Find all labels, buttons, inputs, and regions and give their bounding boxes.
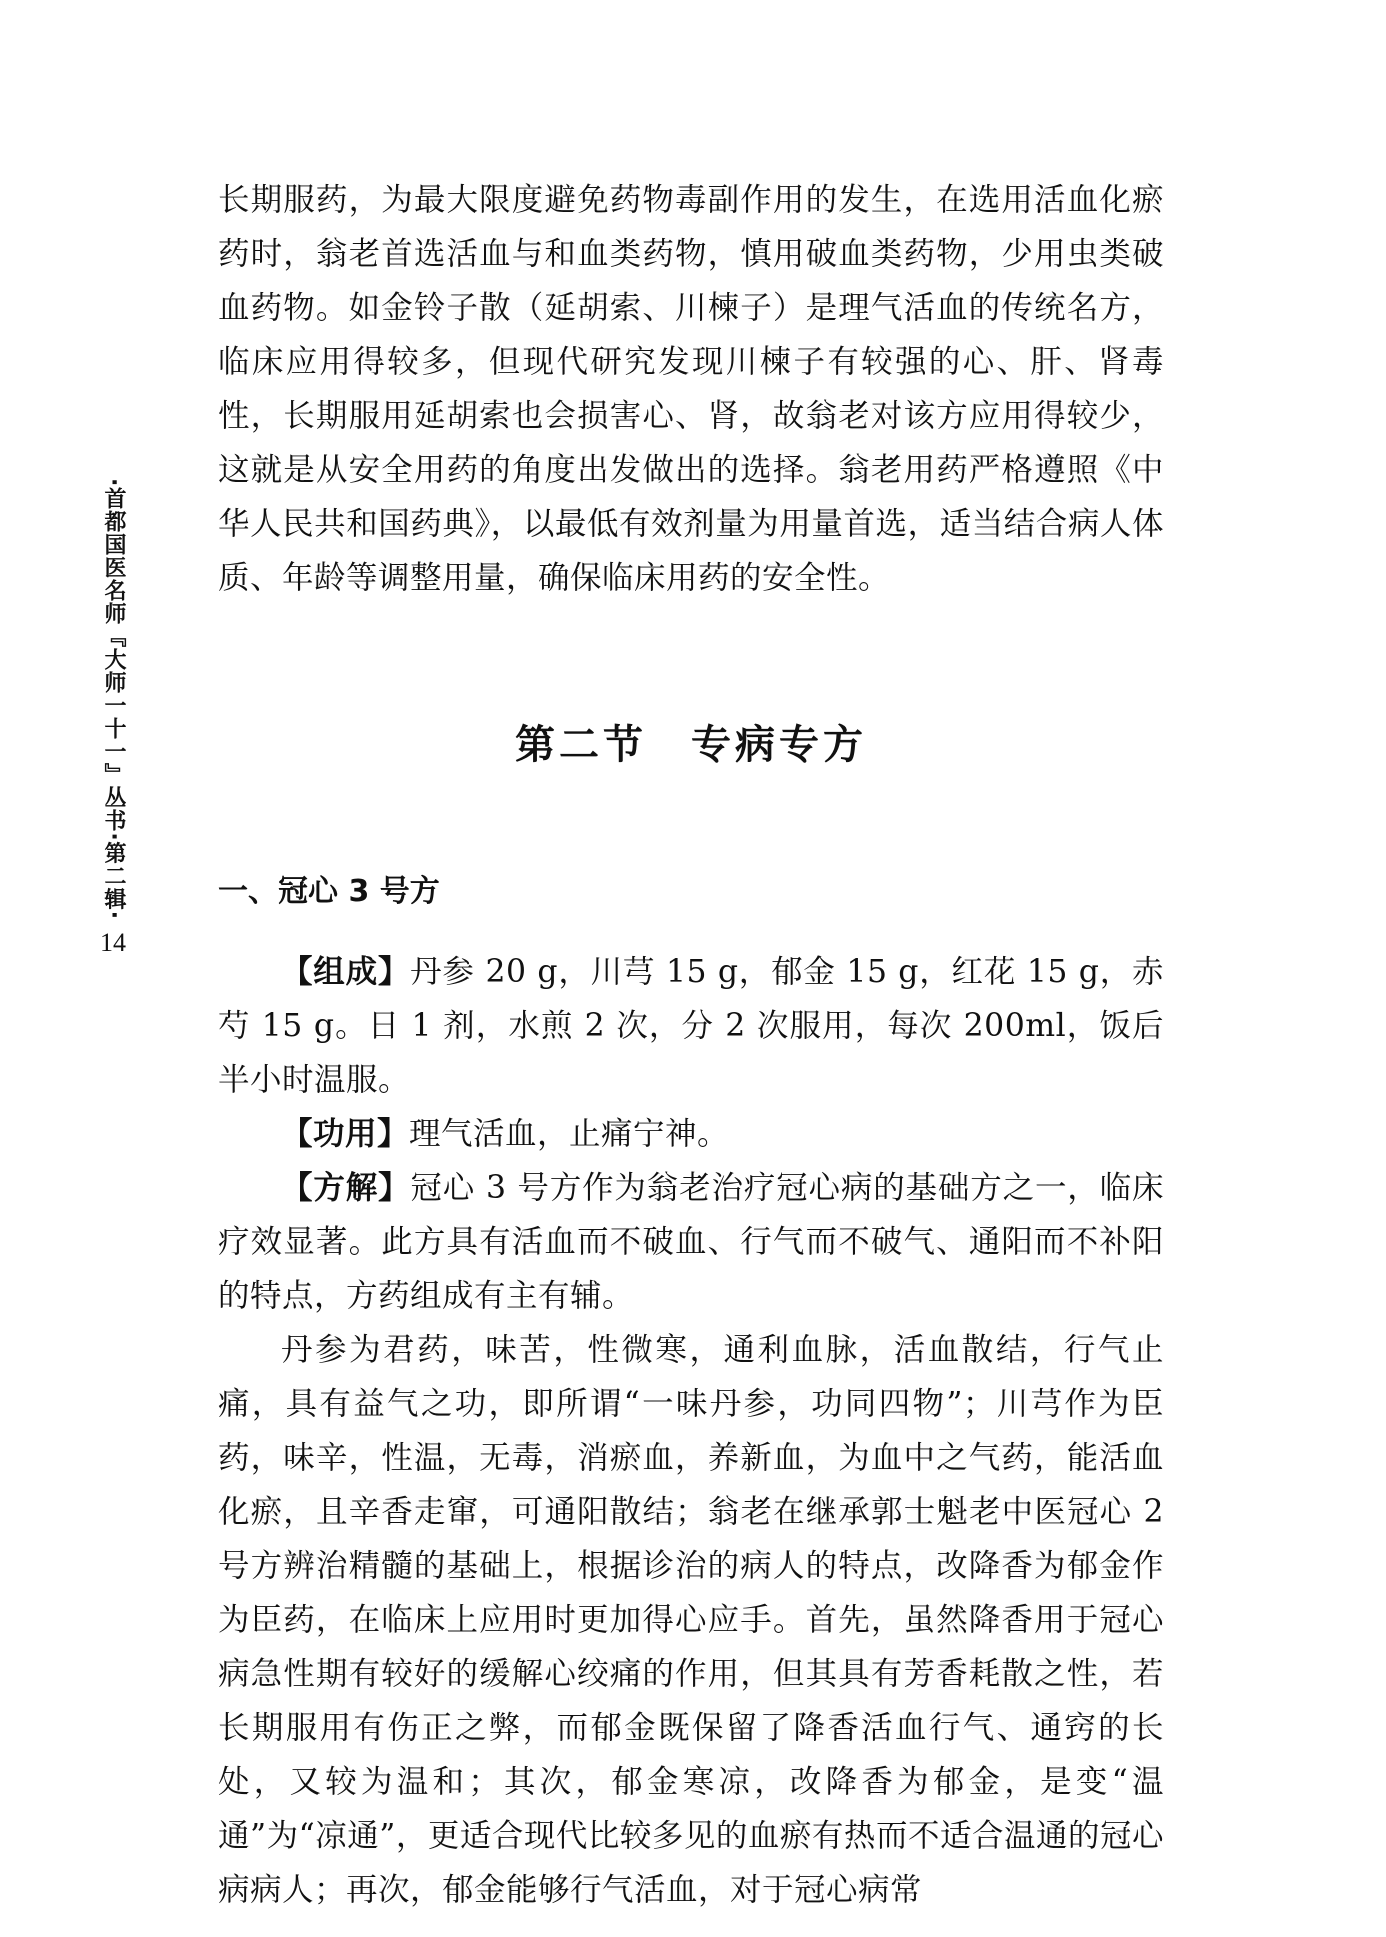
intro-paragraph: 长期服药，为最大限度避免药物毒副作用的发生，在选用活血化瘀药时，翁老首选活血与和血类药物，慎用破血类药物，少用虫类破血药物。如金铃子散（延胡索、川楝子）是理气活血的传统名方，临床应用得较多，但现代研究发现川楝子有较强的心、肝、肾毒性，长期服用延胡索也会损害心、肾，故翁老对该方应用得较少，这就是从安全用药的角度出发做出的选择。翁老用药严格遵照《中华人民共和国药典》，以最低有效剂量为用量首选，适当结合病人体质、年龄等调整用量，确保临床用药的安全性。 [218,182,1164,596]
explanation-paragraph [218,1161,1164,1323]
composition-text: 丹参 20 g，川芎 15 g，郁金 15 g，红花 15 g，赤芍 15 g。日 1 剂，水煎 2 次，分 2 次服用，每次 200ml，饭后半小时温服。 [218,954,1164,1098]
section-title: 第二节 专病专方 [515,722,867,768]
page-content [218,173,1164,1917]
function-label: 【功用】 [281,1116,410,1152]
function-paragraph [218,1107,1164,1161]
function-text: 理气活血，止痛宁神。 [409,1116,730,1152]
explanation-label: 【方解】 [281,1170,411,1206]
explanation-text: 冠心 3 号方作为翁老治疗冠心病的基础方之一，临床疗效显著。此方具有活血而不破血、行气而不破气、通阳而不补阳的特点，方药组成有主有辅。 [218,1170,1164,1314]
page-number: 14 [100,928,126,958]
side-series-label [98,478,128,958]
composition-paragraph [218,945,1164,1107]
composition-label: 【组成】 [281,954,411,990]
formula-title: 一、冠心 3 号方 [218,874,440,909]
analysis-paragraph: 丹参为君药，味苦，性微寒，通利血脉，活血散结，行气止痛，具有益气之功，即所谓“一味丹参，功同四物”；川芎作为臣药，味辛，性温，无毒，消瘀血，养新血，为血中之气药，能活血化瘀，且辛香走窜，可通阳散结；翁老在继承郭士魁老中医冠心 2 号方辨治精髓的基础上，根据诊治的病人的特点，改降香为郁金作为臣药，在临床上应用时更加得心应手。首先，虽然降香用于冠心病急性期有较好的缓解心绞痛的作用，但其具有芳香耗散之性，若长期服用有伤正之弊，而郁金既保留了降香活血行气、通窍的长处，又较为温和；其次，郁金寒凉，改降香为郁金，是变“温通”为“凉通”，更适合现代比较多见的血瘀有热而不适合温通的冠心病病人；再次，郁金能够行气活血，对于冠心病常 [218,1332,1164,1908]
series-title: ·首都国医名师『大师一十一』丛书·第二辑· [101,478,126,921]
